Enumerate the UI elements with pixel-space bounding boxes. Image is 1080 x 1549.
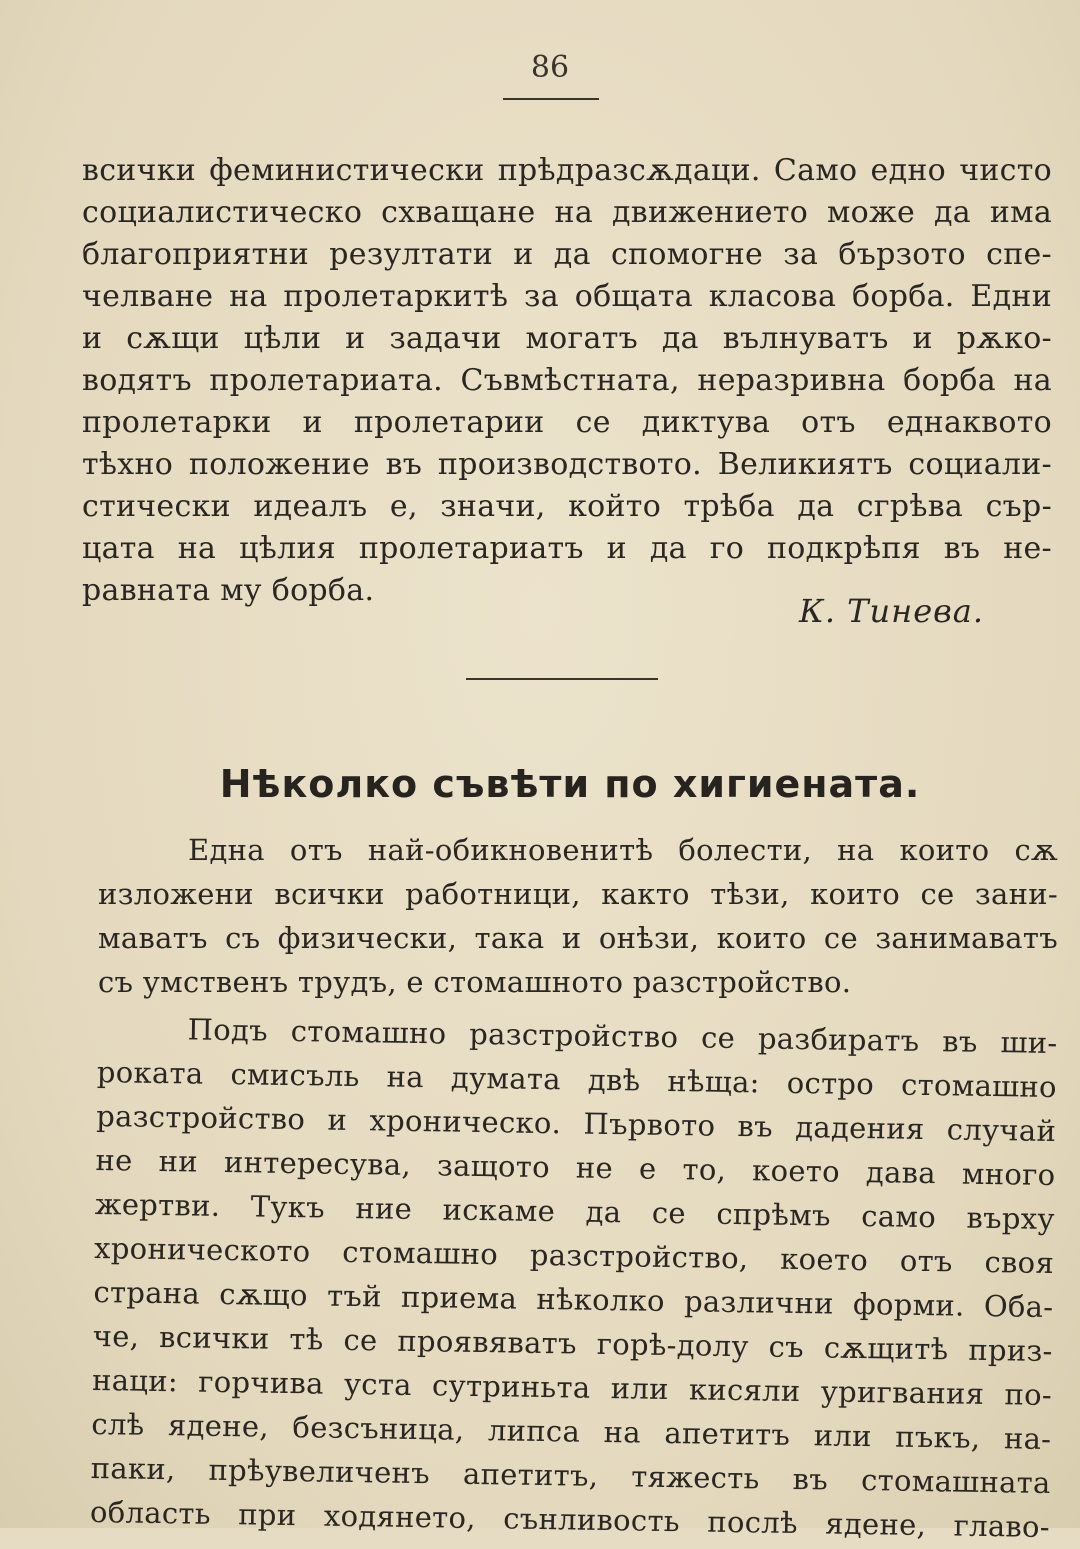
author-signature: К. Тинева. — [799, 592, 984, 630]
section-separator — [466, 678, 658, 680]
text-line: паки, прѣувеличенъ апетитъ, тяжесть въ стомашната — [90, 1450, 1051, 1501]
text-line: стически идеалъ е, значи, който трѣба да сгрѣва сър- — [82, 489, 1052, 524]
text-line: всички феминистически прѣдразсѫдаци. Само едно чисто — [82, 153, 1052, 188]
text-line: съ умственъ трудъ, е стомашното разстройство. — [98, 965, 852, 999]
page-number: 86 — [530, 50, 570, 85]
text-line: социалистическо схващане на движението може да има — [82, 195, 1052, 230]
text-line: жертви. Тукъ ние искаме да се спрѣмъ само върху — [94, 1186, 1056, 1237]
text-line: не ни интересува, защото не е то, което дава много — [95, 1142, 1056, 1193]
text-line: челване на пролетаркитѣ за общата класова борба. Едни — [82, 279, 1052, 314]
article-title: Нѣколко съвѣти по хигиената. — [219, 762, 921, 806]
page-number-rule — [503, 98, 599, 100]
text-line: маватъ съ физически, така и онѣзи, които се занимаватъ — [98, 921, 1058, 955]
text-line: страна сѫщо тъй приема нѣколко различни форми. Оба- — [93, 1274, 1054, 1325]
text-line: наци: горчива уста сутриньта или кисяли уригвания по- — [91, 1362, 1053, 1413]
text-line: слѣ ядене, безсъница, липса на апетитъ или пъкъ, на- — [91, 1406, 1052, 1457]
text-line: благоприятни резултати и да спомогне за бързото спе- — [82, 237, 1052, 272]
text-line: Една отъ най-обикновенитѣ болести, на които сѫ — [188, 833, 1058, 867]
article-paragraph-2 — [90, 1006, 1058, 1549]
text-line: цата на цѣлия пролетариатъ и да го подкрѣпя въ не- — [82, 531, 1052, 566]
text-line: Подъ стомашно разстройство се разбиратъ въ ши- — [187, 1012, 1058, 1061]
text-line: тѣхно положение въ производството. Великиятъ социали- — [82, 447, 1052, 482]
text-line: и сѫщи цѣли и задачи могатъ да вълнуватъ и рѫко- — [82, 321, 1052, 356]
article-paragraph-1 — [98, 828, 1058, 1004]
text-line: изложени всички работници, както тѣзи, които се зани- — [98, 877, 1058, 911]
text-line: равната му борба. — [82, 573, 375, 608]
text-line: хроническото стомашно разстройство, което отъ своя — [93, 1230, 1055, 1281]
text-line: че, всички тѣ се проявяватъ горѣ-долу съ сѫщитѣ приз- — [92, 1318, 1053, 1369]
text-line: роката смисъль на думата двѣ нѣща: остро стомашно — [96, 1054, 1058, 1105]
text-line: водятъ пролетариата. Съвмѣстната, неразривна борба на — [82, 363, 1052, 398]
previous-article-ending — [82, 150, 1052, 612]
text-line: пролетарки и пролетарии се диктува отъ еднаквото — [82, 405, 1052, 440]
text-line: область при ходянето, сънливость послѣ ядене, главо- — [89, 1494, 1051, 1545]
text-line: разстройство и хроническо. Първото въ дадения случай — [96, 1098, 1057, 1149]
